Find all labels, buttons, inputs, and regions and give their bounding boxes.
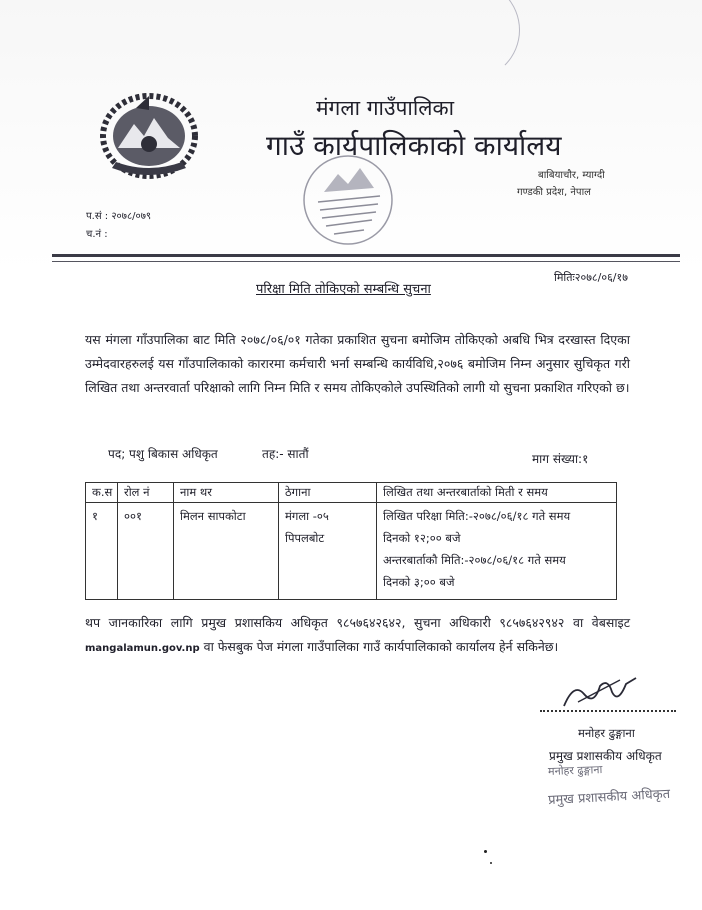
office-stamp <box>300 152 396 248</box>
candidate-table <box>85 482 617 600</box>
col-header-name: नाम थर <box>174 483 279 503</box>
cell-name: मिलन सापकोटा <box>174 503 279 600</box>
cell-sn: १ <box>86 503 118 600</box>
address-line-2: गण्डकी प्रदेश, नेपाल <box>517 187 591 198</box>
office-title: गाउँ कार्यपालिकाको कार्यालय <box>266 129 562 162</box>
notice-date: मितिः२०७८/०६/१७ <box>554 271 628 284</box>
col-header-address: ठेगाना <box>279 483 377 503</box>
col-header-schedule: लिखित तथा अन्तरबार्ताको मिती र समय <box>377 483 617 503</box>
interview-time: दिनको ३;०० बजे <box>383 575 455 589</box>
scan-speck <box>490 862 492 864</box>
col-header-sn: क.स <box>86 483 118 503</box>
interview-date: अन्तरबार्ताकौ मिति:-२०७८/०६/१८ गते समय <box>383 553 566 567</box>
address-line-1: बाबियाचौर, म्याग्दी <box>538 170 605 181</box>
notice-subject: परिक्षा मिति तोकिएको सम्बन्धि सुचना <box>256 282 431 297</box>
cell-schedule <box>377 503 617 600</box>
header-divider <box>52 254 680 257</box>
post-title: पद; पशु बिकास अधिकृत <box>108 447 218 461</box>
table-row <box>86 503 617 600</box>
demand-count: माग संख्या:१ <box>532 452 589 466</box>
col-header-roll: रोल नं <box>118 483 174 503</box>
website-link[interactable]: mangalamun.gov.np <box>85 643 200 654</box>
scan-mark <box>420 0 520 80</box>
written-exam-time: दिनको १२;०० बजे <box>383 531 461 545</box>
written-exam-date: लिखित परिक्षा मिति:-२०७८/०६/१८ गते समय <box>383 509 571 523</box>
chalani-number: च.नं : <box>86 229 108 240</box>
signature-icon <box>560 672 640 712</box>
signer-title: प्रमुख प्रशासकीय अधिकृत <box>549 749 662 763</box>
org-name: मंगला गाउँपालिका <box>316 96 455 120</box>
notice-body: यस मंगला गाँउपालिका बाट मिति २०७८/०६/०१ गतेका प्रकाशित सुचना बमोजिम तोकिएको अबधि भित्र दरखास्त दिएका उम्मेदवारहरुलई यस गाँउपालिकाको कारारमा कर्मचारी भर्ना सम्बन्धि कार्यविधि,२०७६ बमोजिम निम्न अनुसार सुचिकृत गरी लिखित तथा अन्तरवार्ता परिक्षाको लागि निम्न मिति र समय तोकिएकोले उपस्थितिको लागी यो सुचना प्रकाशित गरिएको छ। <box>85 332 630 395</box>
name-stamp: मनोहर ढुङ्गाना <box>547 763 603 778</box>
title-stamp: प्रमुख प्रशासकीय अधिकृत <box>547 786 671 809</box>
scan-speck <box>484 850 487 853</box>
address-ward: मंगला -०५ <box>285 509 329 523</box>
footer-text-1: थप जानकारिका लागि प्रमुख प्रशासकिय अधिकृत ९८५७६४२६४२, सुचना अधिकारी ९८५७६४२९४२ वा वेबसाइट <box>85 615 630 630</box>
footer-info <box>85 611 630 661</box>
cell-address <box>279 503 377 600</box>
footer-text-2: वा फेसबुक पेज मंगला गाउँपालिका गाउँ कार्यपालिकाको कार्यालय हेर्न सकिनेछ। <box>203 639 559 654</box>
post-level: तह:- सातौं <box>262 447 309 461</box>
nepal-emblem-icon <box>96 88 202 182</box>
patra-sankhya: प.सं : २०७८/०७९ <box>86 211 152 222</box>
address-place: पिपलबोट <box>285 531 325 545</box>
cell-roll: ००१ <box>118 503 174 600</box>
table-header-row <box>86 483 617 503</box>
signature-line <box>540 710 676 712</box>
signer-name: मनोहर ढुङ्गाना <box>578 726 635 740</box>
header-divider-thin <box>52 261 680 262</box>
